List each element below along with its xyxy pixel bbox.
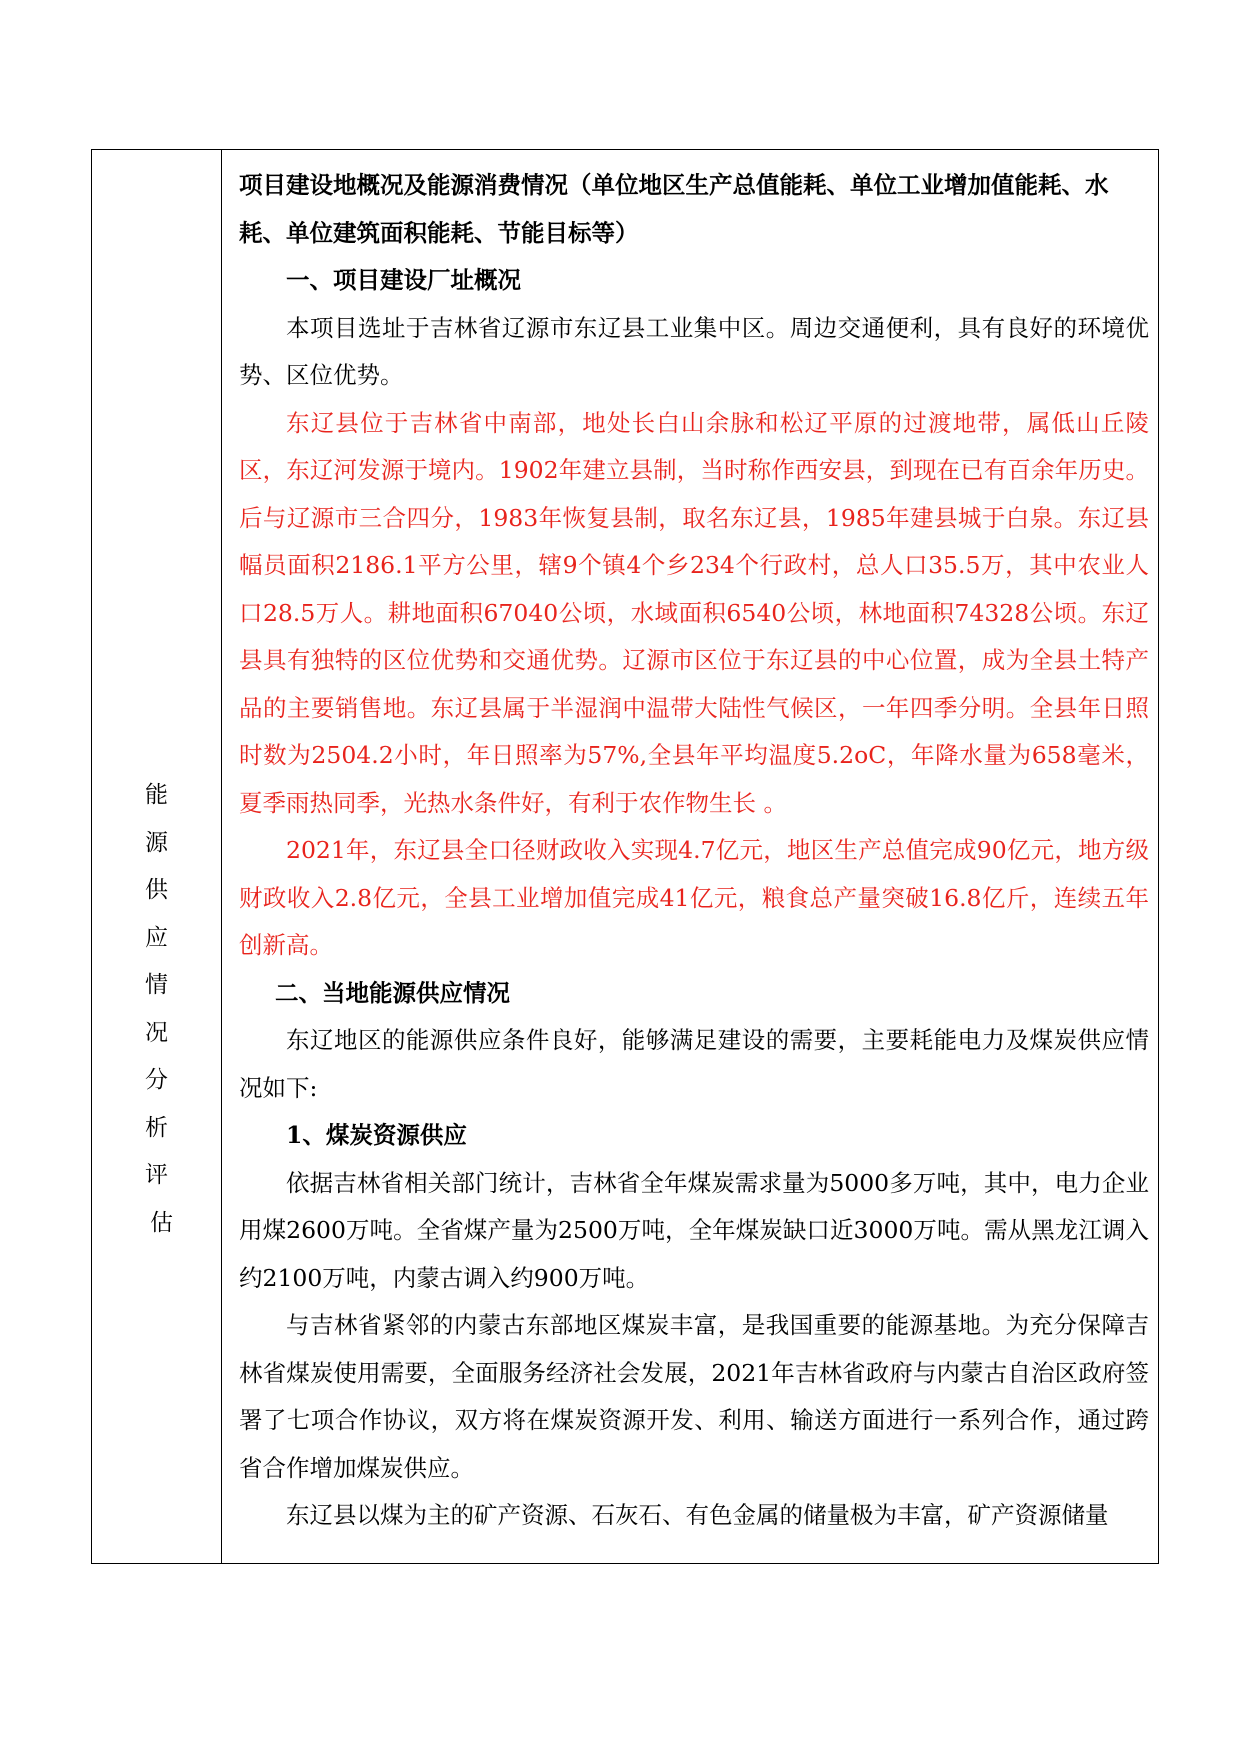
vertical-section-label xyxy=(92,772,221,1247)
label-char: 估 xyxy=(150,1209,173,1236)
assessment-table xyxy=(91,149,1159,1564)
label-char: 评 xyxy=(145,1162,168,1188)
section-label-cell xyxy=(92,150,222,1563)
content-cell xyxy=(222,150,1158,1563)
label-char: 况 xyxy=(145,1019,168,1046)
label-char: 源 xyxy=(145,829,168,856)
section2-sub1-heading: 1、煤炭资源供应 xyxy=(286,1121,467,1149)
label-char: 析 xyxy=(145,1114,168,1141)
section2-sub1-paragraph-2: 与吉林省紧邻的内蒙古东部地区煤炭丰富，是我国重要的能源基地。为充分保障吉林省煤炭使用需要，全面服务经济社会发展，2021年吉林省政府与内蒙古自治区政府签署了七项合作协议，双方将在煤炭资源开发、利用、输送方面进行一系列合作，通过跨省合作增加煤炭供应。 xyxy=(239,1311,1149,1482)
section1-heading: 一、项目建设厂址概况 xyxy=(286,266,521,294)
label-char: 应 xyxy=(145,924,168,951)
section2-sub1-paragraph-3: 东辽县以煤为主的矿产资源、石灰石、有色金属的储量极为丰富，矿产资源储量 xyxy=(286,1501,1109,1529)
section1-paragraph-1: 本项目选址于吉林省辽源市东辽县工业集中区。周边交通便利，具有良好的环境优势、区位优势。 xyxy=(239,313,1149,389)
section2-heading: 二、当地能源供应情况 xyxy=(275,978,510,1007)
label-char: 能 xyxy=(145,782,168,808)
section2-paragraph-1: 东辽地区的能源供应条件良好，能够满足建设的需要，主要耗能电力及煤炭供应情况如下: xyxy=(239,1026,1149,1102)
section1-paragraph-2: 东辽县位于吉林省中南部，地处长白山余脉和松辽平原的过渡地带，属低山丘陵区，东辽河发源于境内。1902年建立县制，当时称作西安县，到现在已有百余年历史。后与辽源市三合四分，1983年恢复县制，取名东辽县，1985年建县城于白泉。东辽县幅员面积2186.1平方公里，辖9个镇4个乡234个行政村，总人口35.5万，其中农业人口28.5万人。耕地面积67040公顷，水域面积6540公顷，林地面积74328公顷。东辽县具有独特的区位优势和交通优势。辽源市区位于东辽县的中心位置，成为全县土特产品的主要销售地。东辽县属于半湿润中温带大陆性气候区，一年四季分明。全县年日照时数为2504.2小时，年日照率为57%,全县年平均温度5.2oC，年降水量为658毫米，夏季雨热同季，光热水条件好，有利于农作物生长 。 xyxy=(239,408,1149,817)
section1-paragraph-3: 2021年，东辽县全口径财政收入实现4.7亿元，地区生产总值完成90亿元，地方级财政收入2.8亿元，全县工业增加值完成41亿元，粮食总产量突破16.8亿斤，连续五年创新高。 xyxy=(239,836,1149,959)
label-char: 分 xyxy=(145,1067,168,1093)
label-char: 情 xyxy=(145,972,168,998)
label-char: 供 xyxy=(145,877,168,903)
content-title: 项目建设地概况及能源消费情况（单位地区生产总值能耗、单位工业增加值能耗、水耗、单位建筑面积能耗、节能目标等） xyxy=(239,171,1109,247)
section2-sub1-paragraph-1: 依据吉林省相关部门统计，吉林省全年煤炭需求量为5000多万吨，其中，电力企业用煤2600万吨。全省煤产量为2500万吨，全年煤炭缺口近3000万吨。需从黑龙江调入约2100万吨，内蒙古调入约900万吨。 xyxy=(239,1168,1149,1292)
